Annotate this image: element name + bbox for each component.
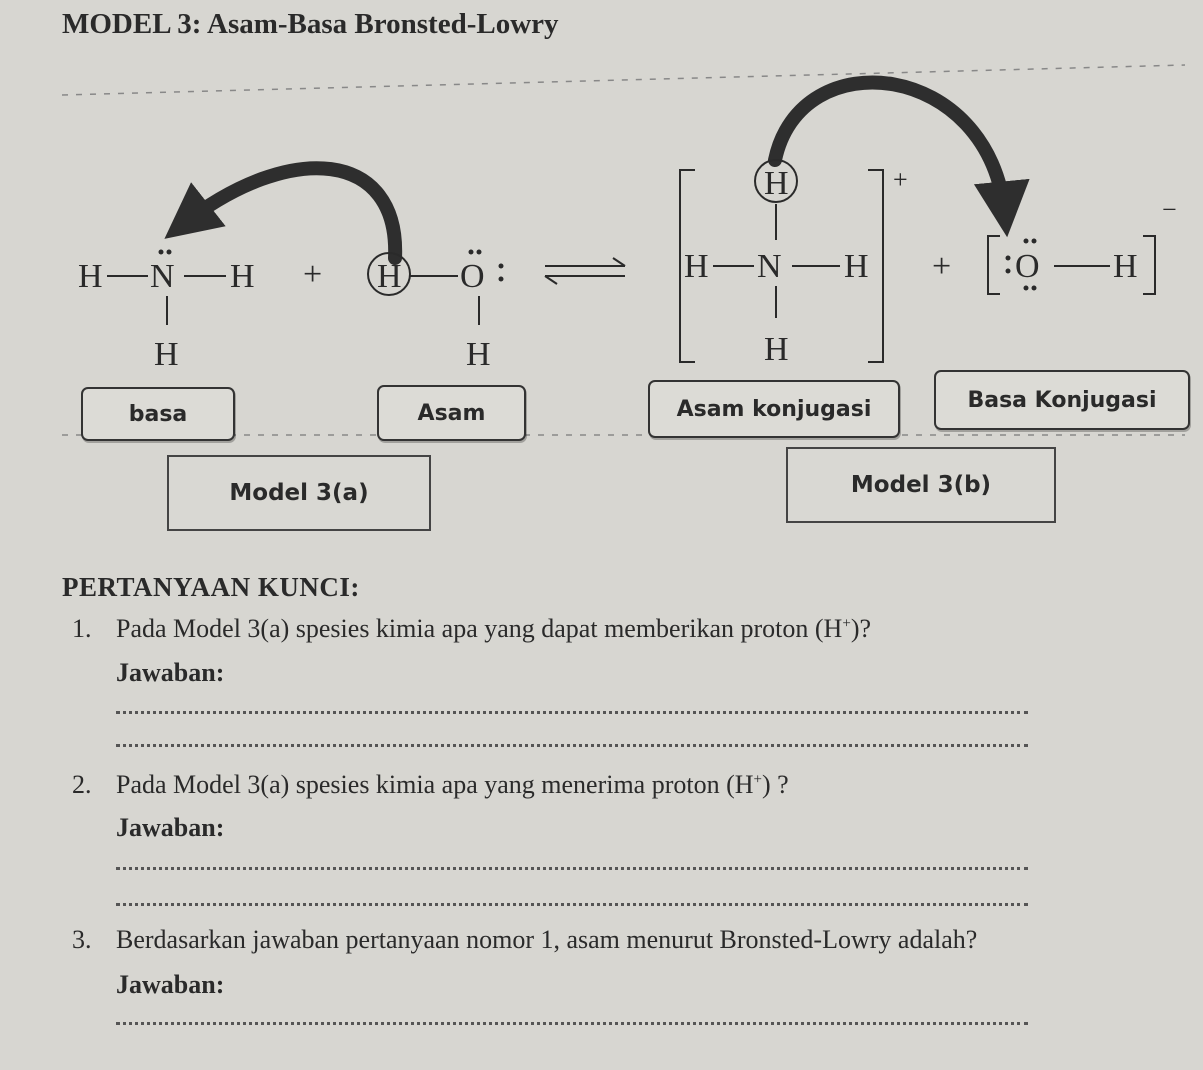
svg-text:H: H (78, 258, 103, 295)
label-basa-konjugasi: Basa Konjugasi (934, 370, 1190, 430)
question-2 (72, 770, 789, 800)
svg-text:H: H (154, 336, 179, 373)
svg-text:H: H (764, 331, 789, 368)
svg-text:−: − (1162, 195, 1177, 224)
answer-label-3: Jawaban: (116, 970, 225, 999)
proton-transfer-arrow-b (775, 82, 1005, 215)
label-asam: Asam (377, 385, 526, 441)
svg-text:H: H (466, 336, 491, 373)
svg-text:N: N (150, 258, 175, 295)
svg-text:N: N (757, 248, 782, 285)
svg-text:O: O (1015, 248, 1040, 285)
svg-text:H: H (684, 248, 709, 285)
question-end: )? (850, 614, 872, 643)
questions-heading: PERTANYAAN KUNCI: (62, 572, 360, 602)
question-1 (72, 614, 871, 644)
question-number: 1. (72, 614, 92, 643)
proton-transfer-arrow-a (182, 168, 395, 258)
svg-text:H: H (230, 258, 255, 295)
label-basa: basa (81, 387, 235, 441)
question-sup: + (842, 615, 851, 632)
question-text: Pada Model 3(a) spesies kimia apa yang dapat memberikan proton (H (116, 614, 843, 643)
question-text: Berdasarkan jawaban pertanyaan nomor 1, asam menurut Bronsted-Lowry adalah? (116, 925, 978, 954)
answer-label-1: Jawaban: (116, 658, 225, 687)
question-number: 3. (72, 925, 92, 954)
hydroxide-ion (988, 195, 1177, 294)
answer-line-1b[interactable] (116, 744, 1028, 747)
svg-text:+: + (893, 165, 908, 194)
ammonia-molecule (78, 250, 255, 374)
answer-line-2a[interactable] (116, 867, 1028, 870)
svg-text:H: H (844, 248, 869, 285)
model-3b-box: Model 3(b) (786, 447, 1056, 523)
answer-line-2b[interactable] (116, 903, 1028, 906)
svg-text:H: H (1113, 248, 1138, 285)
answer-label-2: Jawaban: (116, 813, 225, 842)
model-3a-box: Model 3(a) (167, 455, 431, 531)
svg-text:H: H (377, 258, 402, 295)
question-end: ) ? (762, 770, 789, 799)
ammonium-ion (680, 160, 908, 368)
page-title: MODEL 3: Asam-Basa Bronsted-Lowry (62, 8, 559, 40)
equilibrium-arrow (545, 258, 625, 284)
question-text: Pada Model 3(a) spesies kimia apa yang menerima proton (H (116, 770, 754, 799)
frame-top-line (62, 65, 1185, 95)
water-molecule (368, 250, 504, 374)
plus-sign-a: + (303, 256, 323, 293)
svg-text:O: O (460, 258, 485, 295)
label-asam-konjugasi: Asam konjugasi (648, 380, 900, 438)
question-sup: + (753, 771, 763, 788)
answer-line-3a[interactable] (116, 1022, 1028, 1025)
question-3 (72, 925, 977, 955)
svg-text:H: H (764, 165, 789, 202)
answer-line-1a[interactable] (116, 711, 1028, 714)
plus-sign-b: + (932, 248, 952, 285)
question-number: 2. (72, 770, 92, 799)
